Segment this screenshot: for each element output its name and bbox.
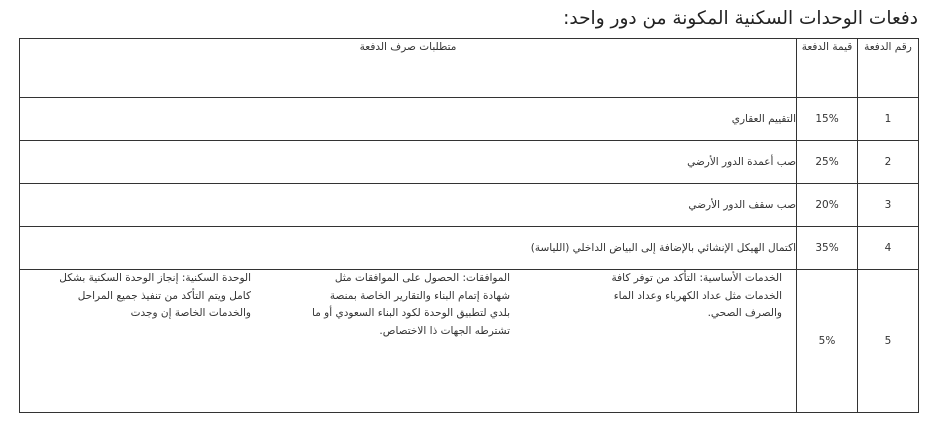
cell-requirement: صب سقف الدور الأرضي xyxy=(20,184,797,227)
requirement-housing-unit: الوحدة السكنية: إنجاز الوحدة السكنية بشكل كامل ويتم التأكد من تنفيذ جميع المراحل والخدمات الخاصة إن وجدت xyxy=(59,272,251,319)
cell-value: 25% xyxy=(797,141,858,184)
header-payment-value: قيمة الدفعة xyxy=(797,39,858,98)
table-row xyxy=(20,141,919,184)
page-title: دفعات الوحدات السكنية المكونة من دور واحد: xyxy=(563,8,918,29)
table-header-row xyxy=(20,39,919,98)
cell-requirement: اكتمال الهيكل الإنشائي بالإضافة إلى البياض الداخلي (اللياسة) xyxy=(20,227,797,270)
requirement-approvals: الموافقات: الحصول على الموافقات مثل شهادة إتمام البناء والتقارير الخاصة بمنصة بلدي لتطبيق الوحدة لكود البناء السعودي أو ما تشترطه الجهات ذا الاختصاص. xyxy=(312,272,510,337)
payments-table xyxy=(19,38,919,413)
table-row xyxy=(20,184,919,227)
header-payment-requirements: متطلبات صرف الدفعة xyxy=(20,39,797,98)
cell-value: 20% xyxy=(797,184,858,227)
cell-requirements-multi xyxy=(20,270,797,413)
table-row xyxy=(20,227,919,270)
table-row xyxy=(20,98,919,141)
cell-number: 2 xyxy=(858,141,919,184)
cell-number: 1 xyxy=(858,98,919,141)
cell-number: 4 xyxy=(858,227,919,270)
cell-requirement: التقييم العقاري xyxy=(20,98,797,141)
requirement-basic-services: الخدمات الأساسية: التأكد من توفر كافة الخدمات مثل عداد الكهرباء وعداد الماء والصرف الصحي. xyxy=(611,272,782,319)
cell-value: 5% xyxy=(797,270,858,413)
header-payment-number: رقم الدفعة xyxy=(858,39,919,98)
table-row xyxy=(20,270,919,413)
cell-value: 35% xyxy=(797,227,858,270)
cell-number: 5 xyxy=(858,270,919,413)
cell-value: 15% xyxy=(797,98,858,141)
cell-number: 3 xyxy=(858,184,919,227)
cell-requirement: صب أعمدة الدور الأرضي xyxy=(20,141,797,184)
